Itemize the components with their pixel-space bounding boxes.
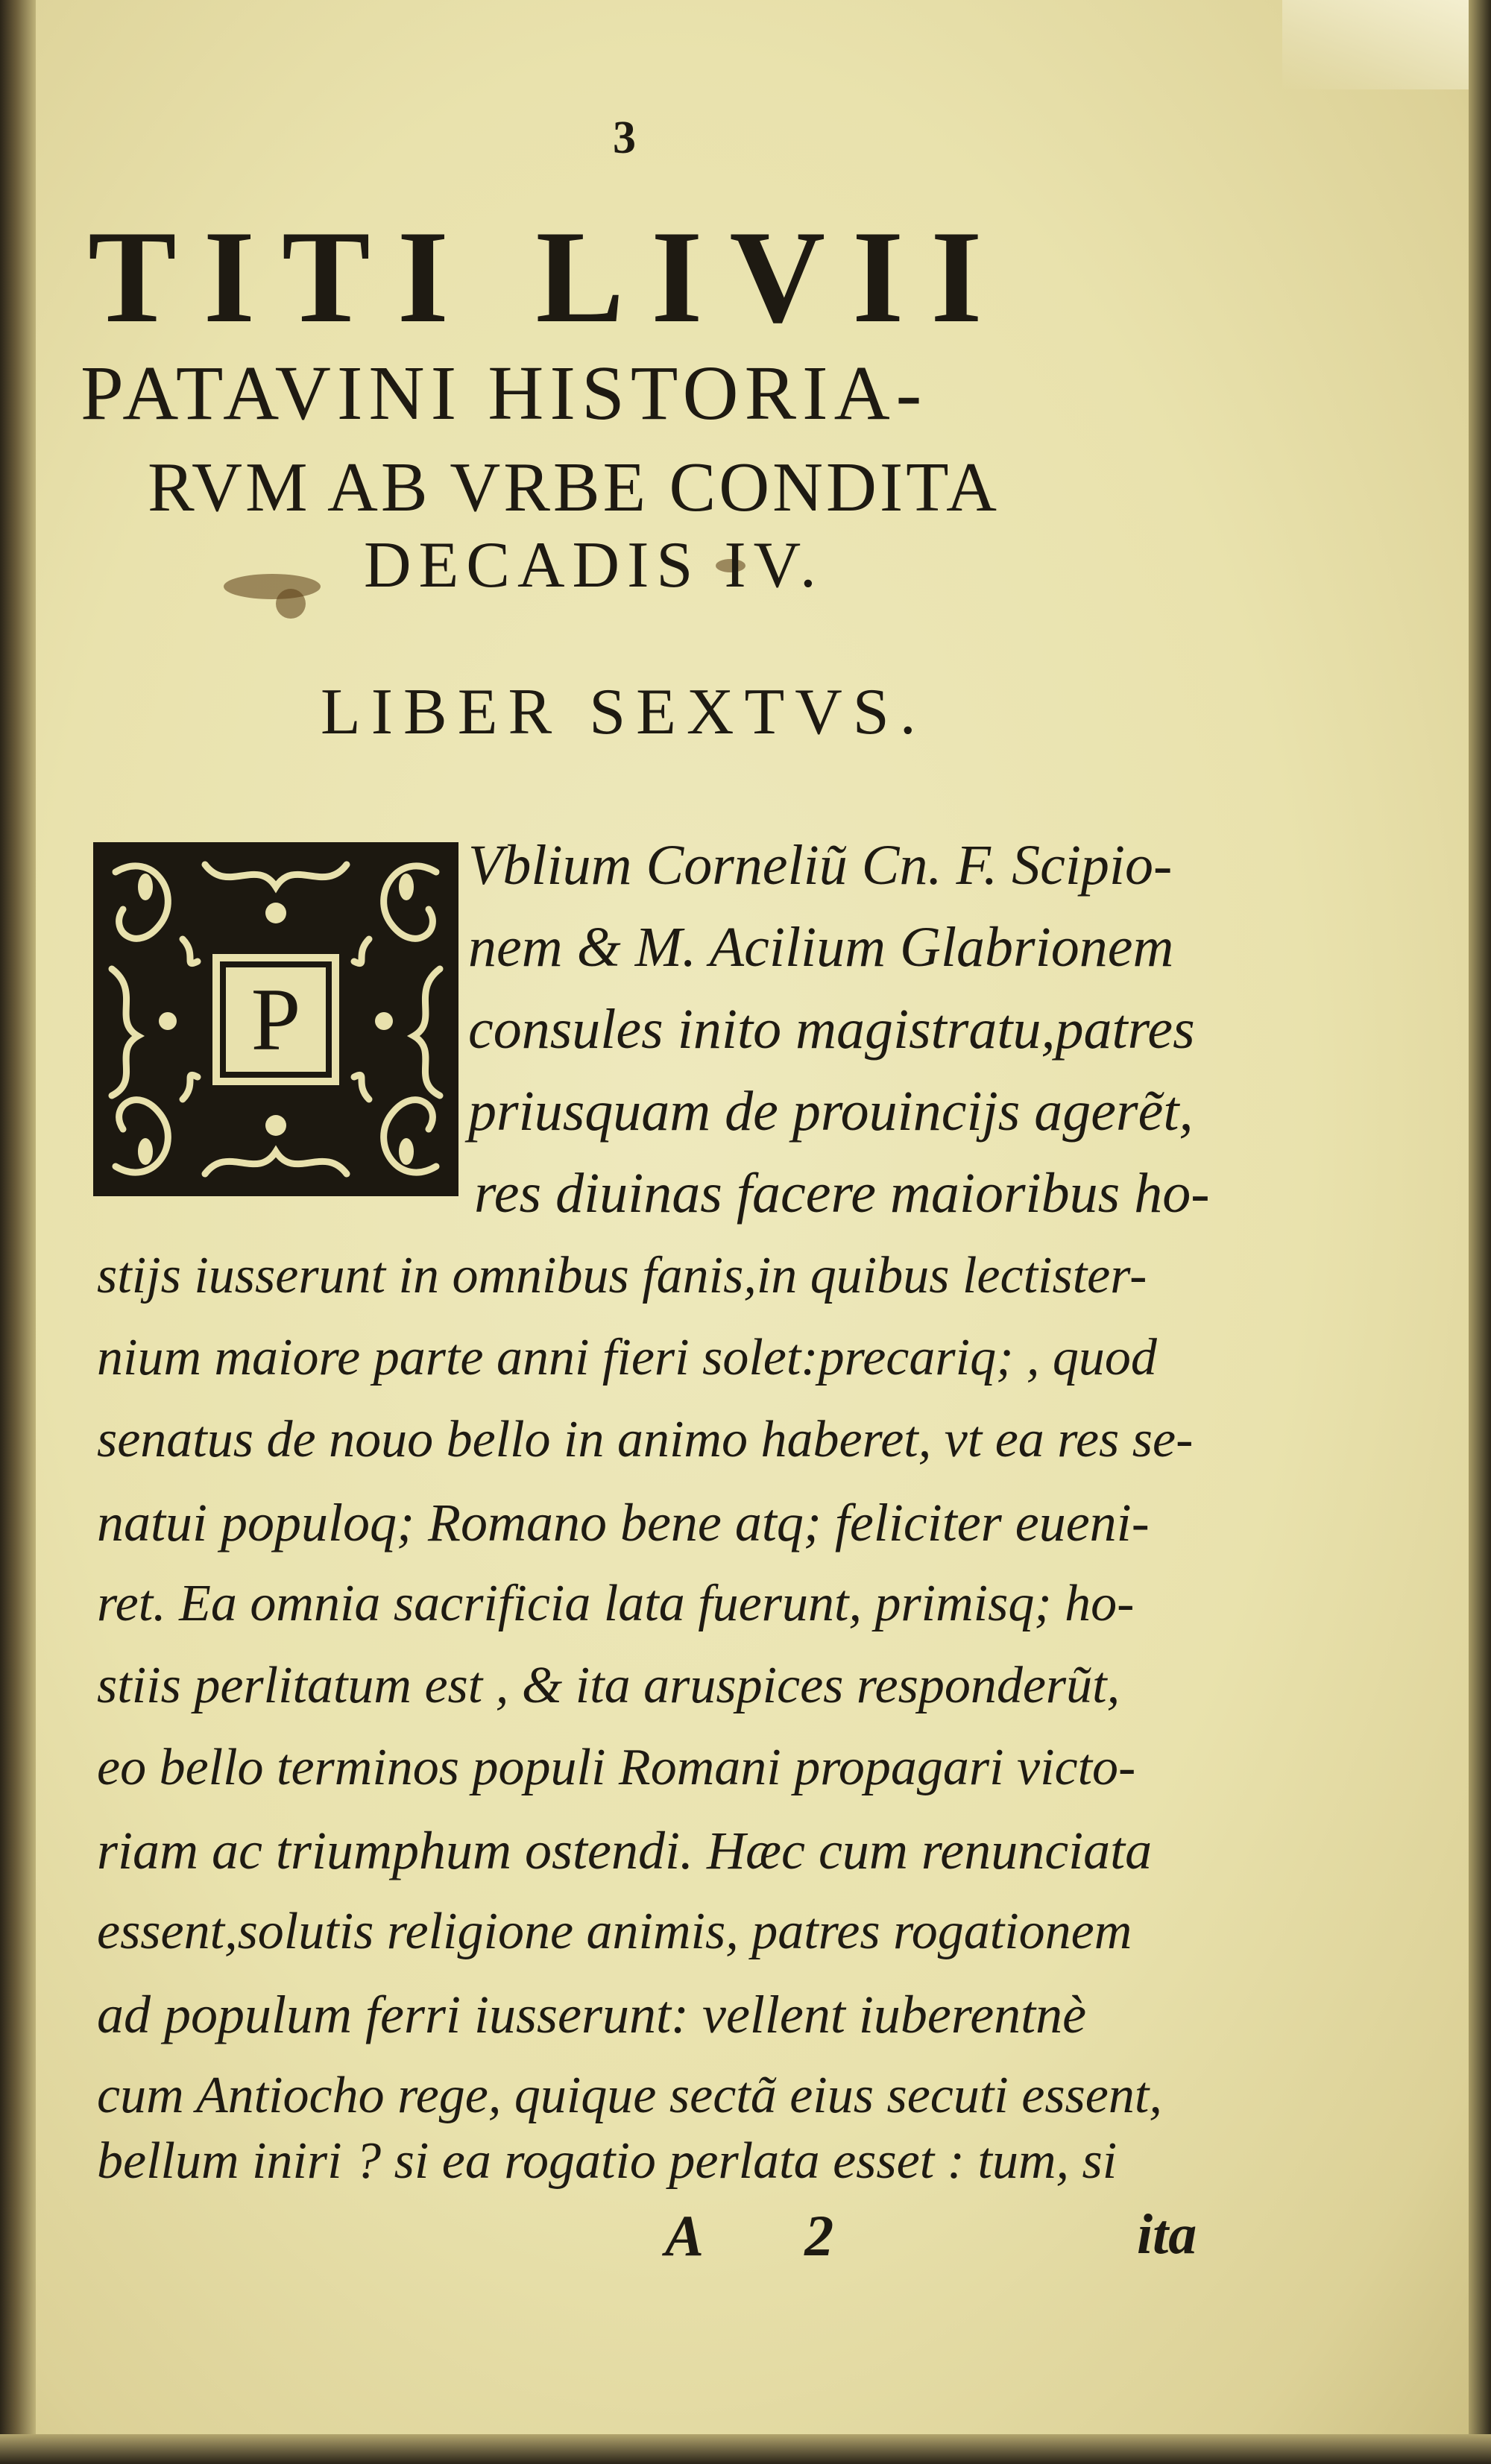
decorated-initial: [93, 842, 458, 1196]
page-edge-bottom: [0, 2434, 1491, 2464]
text-line: eo bello terminos populi Romani propagari victo-: [97, 1739, 1136, 1796]
ink-stain: [224, 574, 321, 599]
page-edge-right: [1469, 0, 1491, 2464]
title-line-4: DECADIS IV.: [364, 529, 824, 601]
folded-corner: [1282, 0, 1469, 89]
ink-stain: [276, 589, 306, 619]
text-line: nem & M. Acilium Glabrionem: [468, 916, 1174, 979]
text-line: ad populum ferri iusserunt: vellent iuberentnè: [97, 1985, 1087, 2044]
text-line: stijs iusserunt in omnibus fanis,in quibus lectister-: [97, 1247, 1147, 1304]
page-edge-left: [0, 0, 36, 2464]
catchword: ita: [1137, 2203, 1197, 2266]
text-line: bellum iniri ? si ea rogatio perlata esset : tum, si: [97, 2132, 1118, 2190]
text-line: stiis perlitatum est , & ita aruspices responderũt,: [97, 1657, 1120, 1714]
title-line-2: PATAVINI HISTORIA-: [81, 350, 928, 436]
text-line: ret. Ea omnia sacrificia lata fuerunt, primisq; ho-: [97, 1575, 1135, 1632]
text-line: res diuinas facere maioribus ho-: [474, 1162, 1210, 1225]
text-line: cum Antiocho rege, quique sectã eius secuti essent,: [97, 2067, 1162, 2124]
book-heading: LIBER SEXTVS.: [321, 676, 927, 748]
text-line: riam ac triumphum ostendi. Hæc cum renunciata: [97, 1821, 1153, 1880]
folio-number: 3: [613, 113, 636, 163]
text-line: nium maiore parte anni fieri solet:precariq; , quod: [97, 1329, 1157, 1386]
text-line: Vblium Corneliũ Cn. F. Scipio-: [468, 834, 1173, 897]
title-line-1: TITI LIVII: [88, 203, 1009, 350]
text-line: consules inito magistratu,patres: [468, 998, 1195, 1061]
text-line: essent,solutis religione animis, patres rogationem: [97, 1903, 1132, 1960]
title-line-3: RVM AB VRBE CONDITA: [148, 449, 1000, 526]
initial-letter: P: [226, 967, 326, 1072]
signature-mark: A 2: [665, 2203, 879, 2268]
text-line: natui populoq; Romano bene atq; feliciter eueni-: [97, 1493, 1150, 1552]
text-line: priusquam de prouincijs agerẽt,: [468, 1080, 1194, 1143]
text-line: senatus de nouo bello in animo haberet, vt ea res se-: [97, 1411, 1194, 1468]
